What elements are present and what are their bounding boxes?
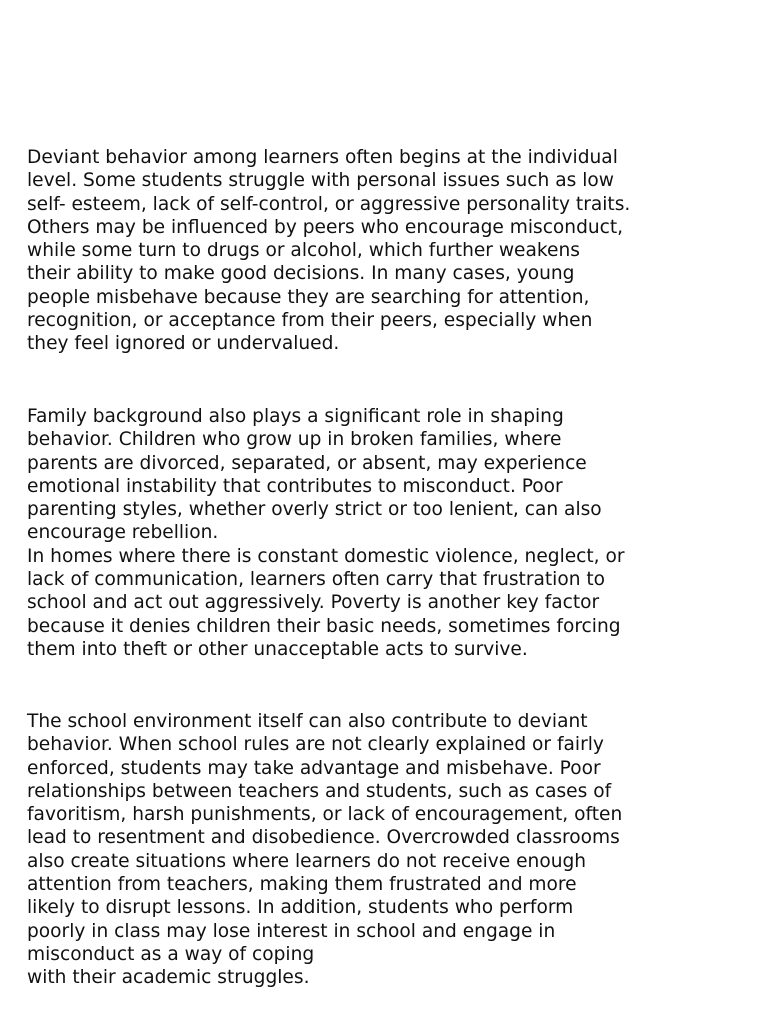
text-line: attention from teachers, making them frustrated and more bbox=[27, 874, 577, 896]
text-line: self- esteem, lack of self-control, or aggressive personality traits. bbox=[27, 193, 631, 215]
text-line: behavior. When school rules are not clearly explained or fairly bbox=[27, 734, 604, 756]
text-line: Family background also plays a significant role in shaping bbox=[27, 406, 564, 427]
text-line: The school environment itself can also contribute to deviant bbox=[27, 711, 588, 732]
text-line: level. Some students struggle with personal issues such as low bbox=[27, 170, 614, 192]
text-line: enforced, students may take advantage and misbehave. Poor bbox=[27, 757, 601, 779]
paragraph-school-environment bbox=[27, 710, 757, 990]
text-line: relationships between teachers and students, such as cases of bbox=[27, 780, 612, 802]
text-line: poorly in class may lose interest in school and engage in bbox=[27, 920, 556, 942]
text-line: emotional instability that contributes to misconduct. Poor bbox=[27, 475, 563, 497]
text-line: people misbehave because they are searching for attention, bbox=[27, 286, 590, 308]
text-line: recognition, or acceptance from their peers, especially when bbox=[27, 310, 593, 332]
text-line: lead to resentment and disobedience. Overcrowded classrooms bbox=[27, 827, 620, 849]
text-line: likely to disrupt lessons. In addition, students who perform bbox=[27, 897, 574, 919]
text-line: school and act out aggressively. Poverty is another key factor bbox=[27, 592, 600, 614]
text-line: because it denies children their basic needs, sometimes forcing bbox=[27, 615, 621, 637]
paragraph-individual-factors bbox=[27, 146, 757, 356]
text-line: Deviant behavior among learners often begins at the individual bbox=[27, 147, 618, 168]
text-line: them into theft or other unacceptable acts to survive. bbox=[27, 638, 528, 660]
text-line: favoritism, harsh punishments, or lack of encouragement, often bbox=[27, 804, 623, 826]
text-line: they feel ignored or undervalued. bbox=[27, 333, 340, 355]
text-line: misconduct as a way of coping bbox=[27, 943, 315, 965]
text-line: encourage rebellion. bbox=[27, 522, 219, 544]
text-line: parenting styles, whether overly strict or too lenient, can also bbox=[27, 499, 602, 521]
text-line: also create situations where learners do not receive enough bbox=[27, 850, 587, 872]
paragraph-family-background bbox=[27, 405, 757, 661]
text-line: their ability to make good decisions. In many cases, young bbox=[27, 263, 575, 285]
text-line: behavior. Children who grow up in broken families, where bbox=[27, 429, 562, 451]
text-line: lack of communication, learners often carry that frustration to bbox=[27, 569, 606, 591]
text-line: In homes where there is constant domestic violence, neglect, or bbox=[27, 545, 625, 567]
text-line: while some turn to drugs or alcohol, which further weakens bbox=[27, 240, 580, 262]
text-line: Others may be influenced by peers who encourage misconduct, bbox=[27, 216, 624, 238]
text-line: with their academic struggles. bbox=[27, 967, 310, 989]
text-line: parents are divorced, separated, or absent, may experience bbox=[27, 452, 587, 474]
